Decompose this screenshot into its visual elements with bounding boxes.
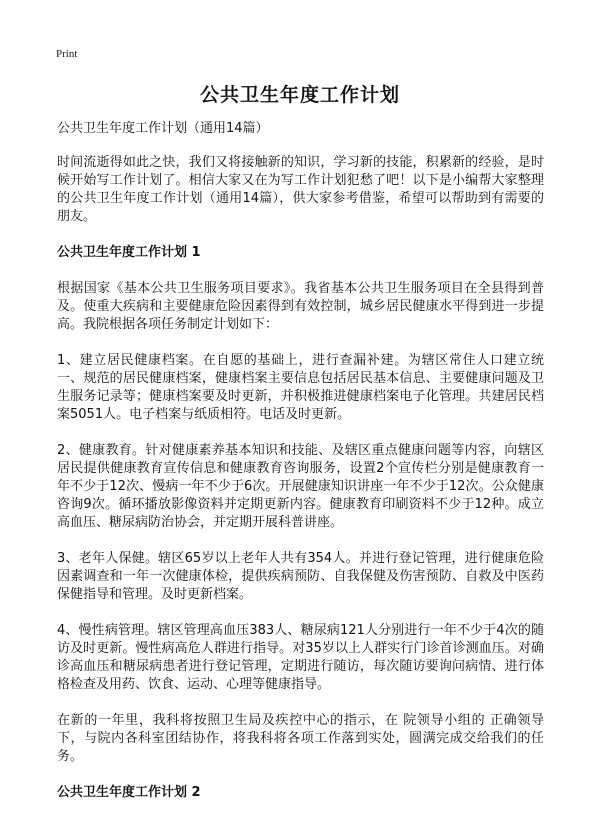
- paragraph-conclusion: 在新的一年里，我科将按照卫生局及疾控中心的指示，在 院领导小组的 正确领导下，与院内各科室团结协作，将我科将各项工作落到实处，圆满完成交给我们的任务。: [57, 713, 544, 764]
- paragraph-elderly-care: 3、老年人保健。辖区65岁以上老年人共有354人。并进行登记管理，进行健康危险因素调查和一年一次健康体检，提供疾病预防、自我保健及伤害预防、自救及中医药保健指导和管理。及时更新档案。: [57, 551, 544, 602]
- paragraph-health-education: 2、健康教育。针对健康素养基本知识和技能、及辖区重点健康问题等内容，向辖区居民提供健康教育宣传信息和健康教育咨询服务，设置2个宣传栏分别是健康教育一年不少于12次、慢病一年不少于6次。开展健康知识讲座一年不少于12次。公众健康咨询9次。循环播放影像资料并定期更新内容。健康教育印刷资料不少于12种。成立高血压、糖尿病防治协会，并定期开展科普讲座。: [57, 443, 544, 530]
- document-body: [57, 120, 544, 802]
- document-subtitle: 公共卫生年度工作计划（通用14篇）: [57, 121, 269, 136]
- page-title: 公共卫生年度工作计划: [199, 84, 400, 106]
- paragraph-health-records: 1、建立居民健康档案。在自愿的基础上，进行查漏补建。为辖区常住人口建立统一、规范的居民健康档案，健康档案主要信息包括居民基本信息、主要健康问题及卫生服务记录等；健康档案要及时更新，并积极推进健康档案电子化管理。共建居民档案5051人。电子档案与纸质相符。电话及时更新。: [57, 353, 544, 422]
- intro-paragraph: 时间流逝得如此之快，我们又将接触新的知识，学习新的技能，积累新的经验，是时候开始写工作计划了。相信大家又在为写工作计划犯愁了吧！以下是小编帮大家整理的公共卫生年度工作计划（通用14篇），供大家参考借鉴，希望可以帮助到有需要的朋友。: [57, 155, 544, 224]
- paragraph-chronic-disease: 4、慢性病管理。辖区管理高血压383人、糖尿病121人分别进行一年不少于4次的随访及时更新。慢性病高危人群进行指导。对35岁以上人群实行门诊首诊测血压。对确诊高血压和糖尿病患者进行登记管理，定期进行随访，每次随访要询问病情、进行体格检查及用药、饮食、运动、心理等健康指导。: [57, 623, 544, 692]
- print-label: Print: [56, 48, 78, 60]
- section-heading-1: 公共卫生年度工作计划 1: [57, 245, 201, 260]
- paragraph-basis: 根据国家《基本公共卫生服务项目要求》。我省基本公共卫生服务项目在全县得到普及。使重大疾病和主要健康危险因素得到有效控制，城乡居民健康水平得到进一步提高。我院根据各项任务制定计划如下：: [57, 281, 544, 332]
- section-heading-2: 公共卫生年度工作计划 2: [57, 785, 201, 800]
